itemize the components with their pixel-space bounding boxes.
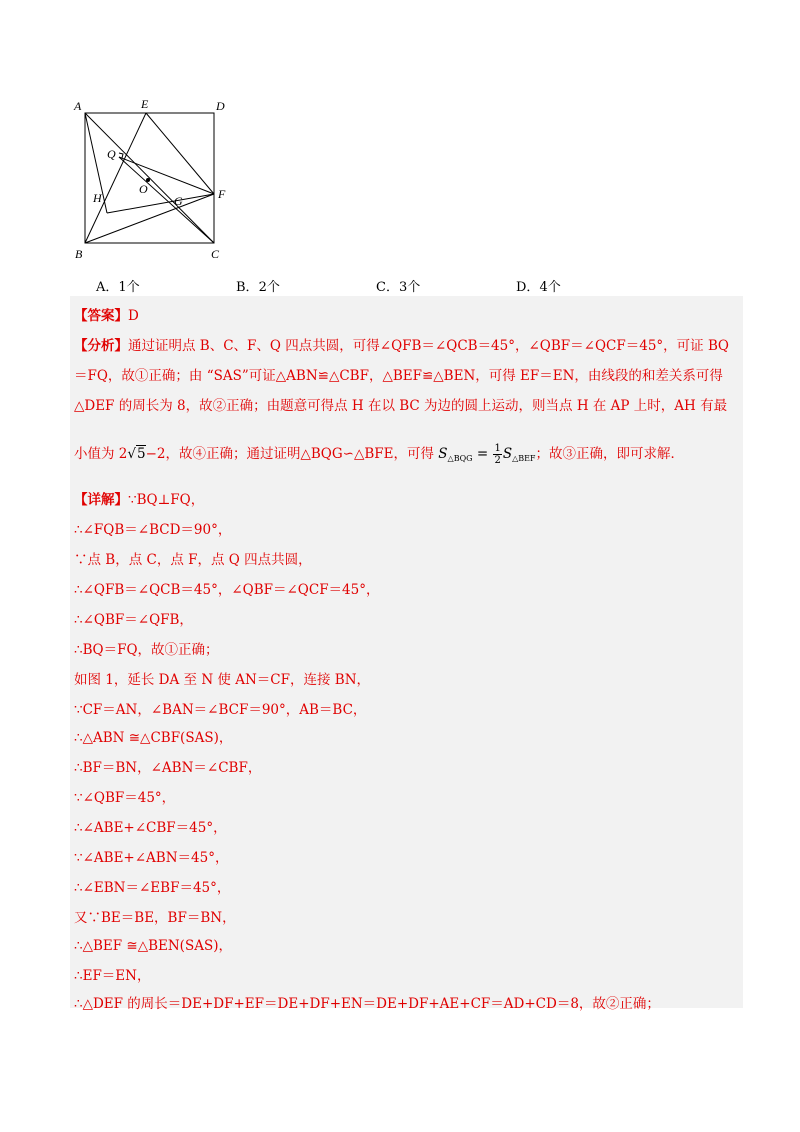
answer-line bbox=[74, 304, 139, 324]
label-f: F bbox=[218, 187, 226, 201]
detail-line: ∵CF＝AN，∠BAN＝∠BCF＝90°，AB＝BC， bbox=[74, 702, 367, 718]
detail-line: ∴∠FQB＝∠BCD＝90°， bbox=[74, 522, 232, 538]
answer-value: D bbox=[128, 308, 139, 324]
option-c[interactable]: C．3个 bbox=[376, 280, 421, 295]
segment-qc bbox=[119, 157, 214, 243]
label-d: D bbox=[216, 99, 225, 113]
label-q: Q bbox=[107, 147, 116, 161]
solution-block bbox=[70, 296, 743, 1012]
label-g: G bbox=[174, 194, 183, 208]
label-e: E bbox=[141, 97, 149, 111]
diagonal-ac bbox=[85, 113, 214, 243]
segment-hf bbox=[107, 194, 214, 213]
detail-line: ∴BQ＝FQ，故①正确； bbox=[74, 642, 219, 658]
detail-line: ∴∠EBN＝∠EBF＝45°， bbox=[74, 880, 231, 896]
detail-line: ∵点 B，点 C，点 F，点 Q 四点共圆， bbox=[74, 552, 312, 568]
analysis-line-4: 小值为 2√5−2，故④正确；通过证明△BQG∽△BFE，可得 $S_{\triangle BQG}$ = $\frac{1}{2}$ $S_{\triangle BEF}$；故③正确，即可求解． bbox=[74, 443, 684, 466]
detail-line: ∴△ABN ≅△CBF(SAS)， bbox=[74, 730, 233, 746]
area-ratio-formula: $S_{\triangle BQG}$ = $\frac{1}{2}$ $S_{\triangle BEF}$ bbox=[438, 443, 536, 466]
sqrt-symbol: √ bbox=[127, 446, 136, 462]
detail-line: ∴∠ABE+∠CBF＝45°， bbox=[74, 820, 227, 836]
square-diagram bbox=[70, 96, 240, 262]
analysis-line-1: 【分析】通过证明点 B、C、F、Q 四点共圆，可得∠QFB＝∠QCB＝45°，∠QBF＝∠QCF＝45°，可证 BQ bbox=[74, 338, 729, 354]
detail-line: ∴EF＝EN， bbox=[74, 968, 151, 984]
segment-ef bbox=[146, 113, 214, 194]
detail-line: ∴△DEF 的周长＝DE+DF+EF＝DE+DF+EN＝DE+DF+AE+CF＝AD+CD＝8，故②正确； bbox=[74, 996, 660, 1012]
option-d[interactable]: D．4个 bbox=[516, 280, 561, 295]
answer-label: 【答案】 bbox=[74, 308, 128, 324]
detail-line: ∴△BEF ≅△BEN(SAS)， bbox=[74, 938, 232, 954]
detail-line: ∴BF＝BN，∠ABN＝∠CBF， bbox=[74, 760, 262, 776]
label-b: B bbox=[75, 247, 83, 261]
detail-label: 【详解】 bbox=[74, 492, 128, 508]
segment-qf bbox=[119, 157, 214, 194]
detail-line: ∴∠QFB＝∠QCB＝45°，∠QBF＝∠QCF＝45°， bbox=[74, 582, 380, 598]
detail-line-0: 【详解】∵BQ⊥FQ， bbox=[74, 492, 205, 508]
option-b[interactable]: B．2个 bbox=[236, 280, 280, 295]
analysis-line-2: ＝FQ，故①正确；由 “SAS”可证△ABN≌△CBF，△BEF≌△BEN，可得 EF＝EN，由线段的和差关系可得 bbox=[74, 368, 723, 384]
geometry-figure bbox=[70, 96, 240, 262]
label-h: H bbox=[93, 191, 102, 205]
sqrt-value: 5 bbox=[137, 446, 146, 462]
fraction-half: $\frac{1}{2}$ bbox=[494, 443, 501, 466]
detail-line: ∵∠QBF＝45°， bbox=[74, 790, 176, 806]
label-o: O bbox=[139, 182, 148, 196]
answer-options bbox=[0, 276, 800, 296]
detail-line: 又∵BE＝BE，BF＝BN， bbox=[74, 910, 236, 926]
analysis-line-3: △DEF 的周长为 8，故②正确；由题意可得点 H 在以 BC 为边的圆上运动，则当点 H 在 AP 上时，AH 有最 bbox=[74, 398, 728, 414]
analysis-label: 【分析】 bbox=[74, 338, 128, 354]
detail-line: 如图 1，延长 DA 至 N 使 AN＝CF，连接 BN， bbox=[74, 672, 371, 688]
label-a: A bbox=[74, 99, 82, 113]
label-c: C bbox=[211, 247, 220, 261]
detail-line: ∴∠QBF＝∠QFB， bbox=[74, 612, 193, 628]
detail-line: ∵∠ABE+∠ABN＝45°， bbox=[74, 850, 229, 866]
option-a[interactable]: A．1个 bbox=[96, 280, 140, 295]
